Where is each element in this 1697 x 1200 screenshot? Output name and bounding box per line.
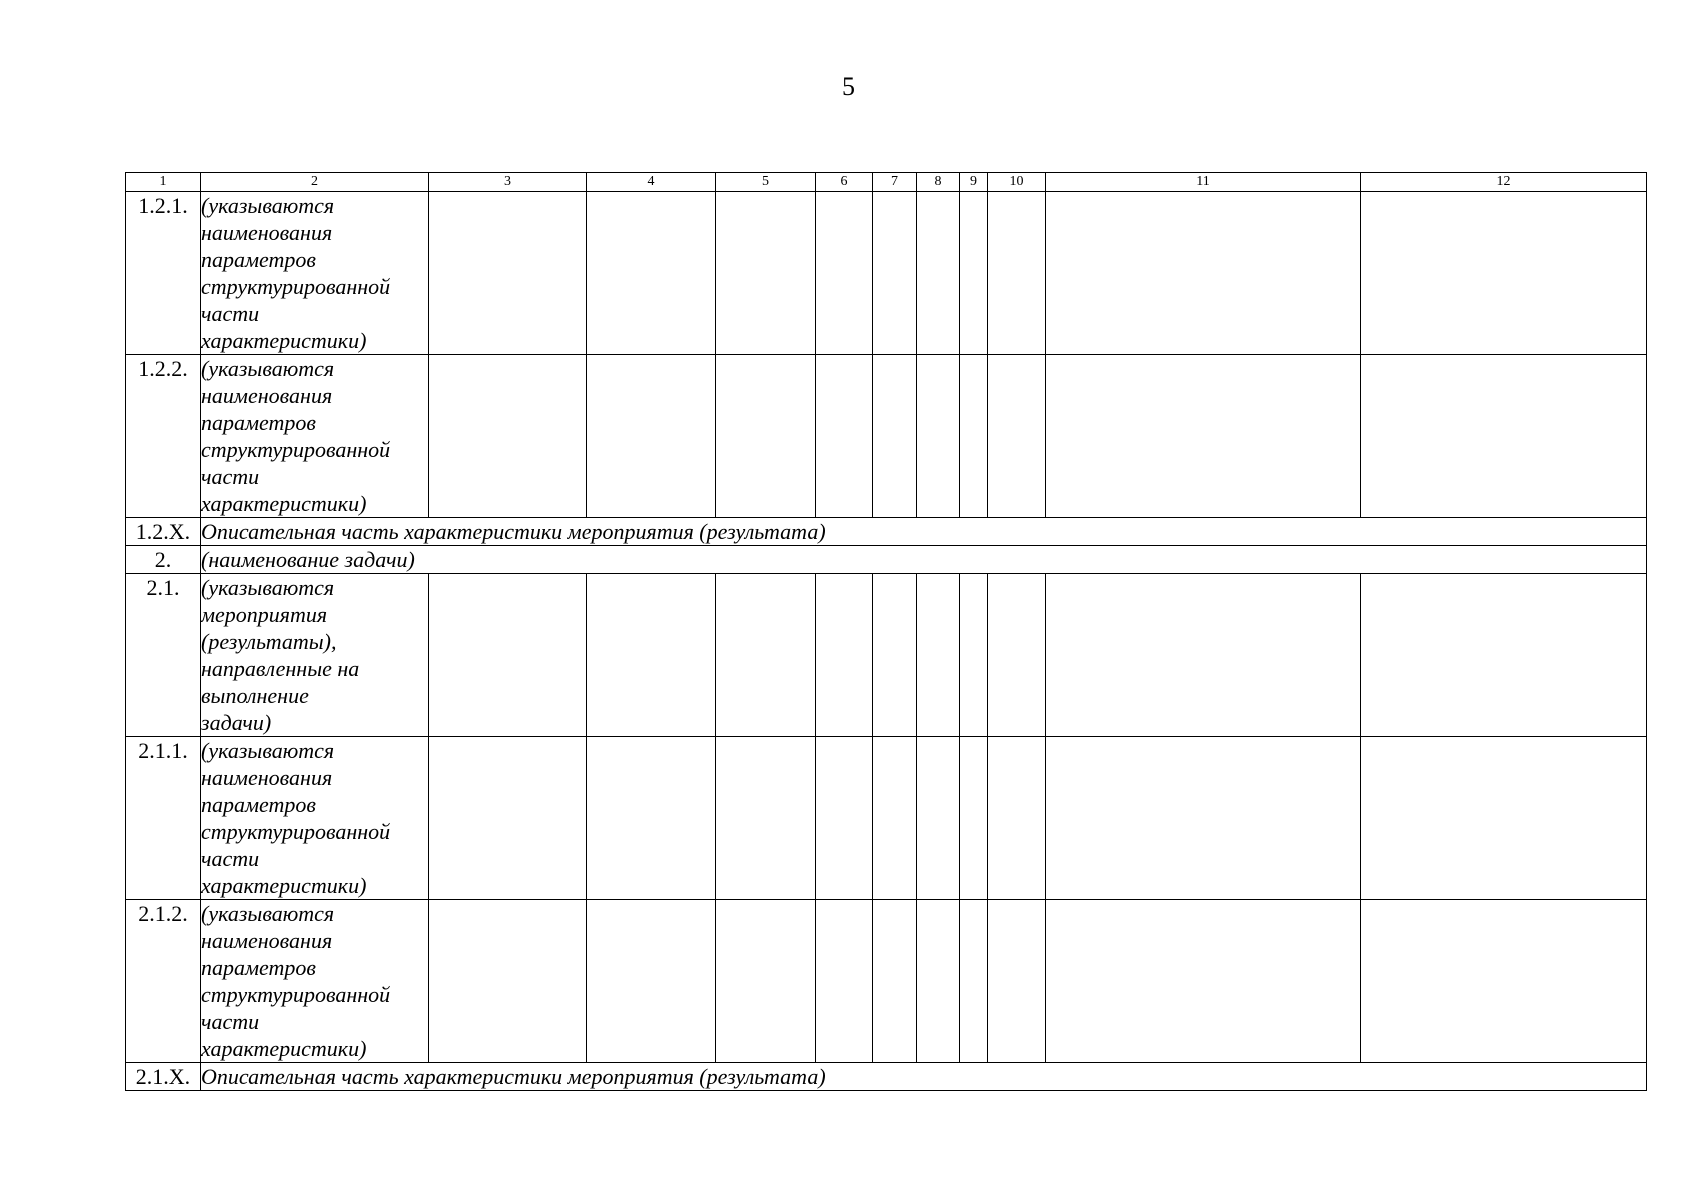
row-name: (указываются наименования параметров структурированной части характеристики) [201,737,429,900]
empty-cell-col-5 [716,900,816,1063]
empty-cell-col-8 [917,574,960,737]
column-number-10: 10 [988,173,1046,192]
empty-cell-col-9 [960,900,988,1063]
empty-cell-col-10 [988,737,1046,900]
empty-cell-col-3 [429,737,587,900]
empty-cell-col-4 [587,192,716,355]
empty-cell-col-4 [587,355,716,518]
empty-cell-col-12 [1361,574,1647,737]
row-name: (указываются наименования параметров структурированной части характеристики) [201,355,429,518]
row-description: (наименование задачи) [201,546,1647,574]
empty-cell-col-4 [587,737,716,900]
empty-cell-col-11 [1046,900,1361,1063]
row-number: 2.1.Х. [126,1063,201,1091]
empty-cell-col-8 [917,737,960,900]
empty-cell-col-6 [816,900,873,1063]
row-description: Описательная часть характеристики мероприятия (результата) [201,1063,1647,1091]
empty-cell-col-5 [716,574,816,737]
empty-cell-col-7 [873,900,917,1063]
empty-cell-col-3 [429,192,587,355]
plan-table [125,172,1647,1091]
row-number: 2. [126,546,201,574]
empty-cell-col-3 [429,355,587,518]
empty-cell-col-4 [587,574,716,737]
empty-cell-col-11 [1046,355,1361,518]
table-body [126,173,1647,1091]
row-name: (указываются наименования параметров структурированной части характеристики) [201,900,429,1063]
empty-cell-col-9 [960,355,988,518]
empty-cell-col-8 [917,355,960,518]
empty-cell-col-8 [917,192,960,355]
column-number-8: 8 [917,173,960,192]
empty-cell-col-10 [988,900,1046,1063]
empty-cell-col-6 [816,355,873,518]
empty-cell-col-5 [716,737,816,900]
row-description: Описательная часть характеристики мероприятия (результата) [201,518,1647,546]
empty-cell-col-12 [1361,900,1647,1063]
empty-cell-col-7 [873,192,917,355]
empty-cell-col-5 [716,355,816,518]
table-row [126,355,1647,518]
summary-row [126,518,1647,546]
table-row [126,192,1647,355]
empty-cell-col-3 [429,574,587,737]
column-number-4: 4 [587,173,716,192]
row-number: 1.2.Х. [126,518,201,546]
row-number: 2.1.2. [126,900,201,1063]
empty-cell-col-7 [873,737,917,900]
column-number-header-row [126,173,1647,192]
empty-cell-col-8 [917,900,960,1063]
empty-cell-col-11 [1046,737,1361,900]
empty-cell-col-7 [873,355,917,518]
column-number-6: 6 [816,173,873,192]
empty-cell-col-6 [816,574,873,737]
column-number-1: 1 [126,173,201,192]
empty-cell-col-9 [960,574,988,737]
column-number-2: 2 [201,173,429,192]
summary-row [126,546,1647,574]
column-number-12: 12 [1361,173,1647,192]
column-number-3: 3 [429,173,587,192]
empty-cell-col-11 [1046,574,1361,737]
empty-cell-col-12 [1361,737,1647,900]
column-number-11: 11 [1046,173,1361,192]
table-row [126,574,1647,737]
row-number: 1.2.1. [126,192,201,355]
page-number: 5 [842,72,855,101]
empty-cell-col-12 [1361,355,1647,518]
empty-cell-col-6 [816,192,873,355]
empty-cell-col-10 [988,574,1046,737]
empty-cell-col-6 [816,737,873,900]
column-number-9: 9 [960,173,988,192]
table-row [126,737,1647,900]
row-number: 2.1. [126,574,201,737]
empty-cell-col-12 [1361,192,1647,355]
empty-cell-col-5 [716,192,816,355]
row-name: (указываются наименования параметров структурированной части характеристики) [201,192,429,355]
column-number-7: 7 [873,173,917,192]
column-number-5: 5 [716,173,816,192]
row-name: (указываются мероприятия (результаты), направленные на выполнение задачи) [201,574,429,737]
empty-cell-col-3 [429,900,587,1063]
row-number: 2.1.1. [126,737,201,900]
empty-cell-col-11 [1046,192,1361,355]
empty-cell-col-4 [587,900,716,1063]
row-number: 1.2.2. [126,355,201,518]
summary-row [126,1063,1647,1091]
empty-cell-col-9 [960,737,988,900]
empty-cell-col-10 [988,192,1046,355]
empty-cell-col-9 [960,192,988,355]
empty-cell-col-10 [988,355,1046,518]
empty-cell-col-7 [873,574,917,737]
table-row [126,900,1647,1063]
